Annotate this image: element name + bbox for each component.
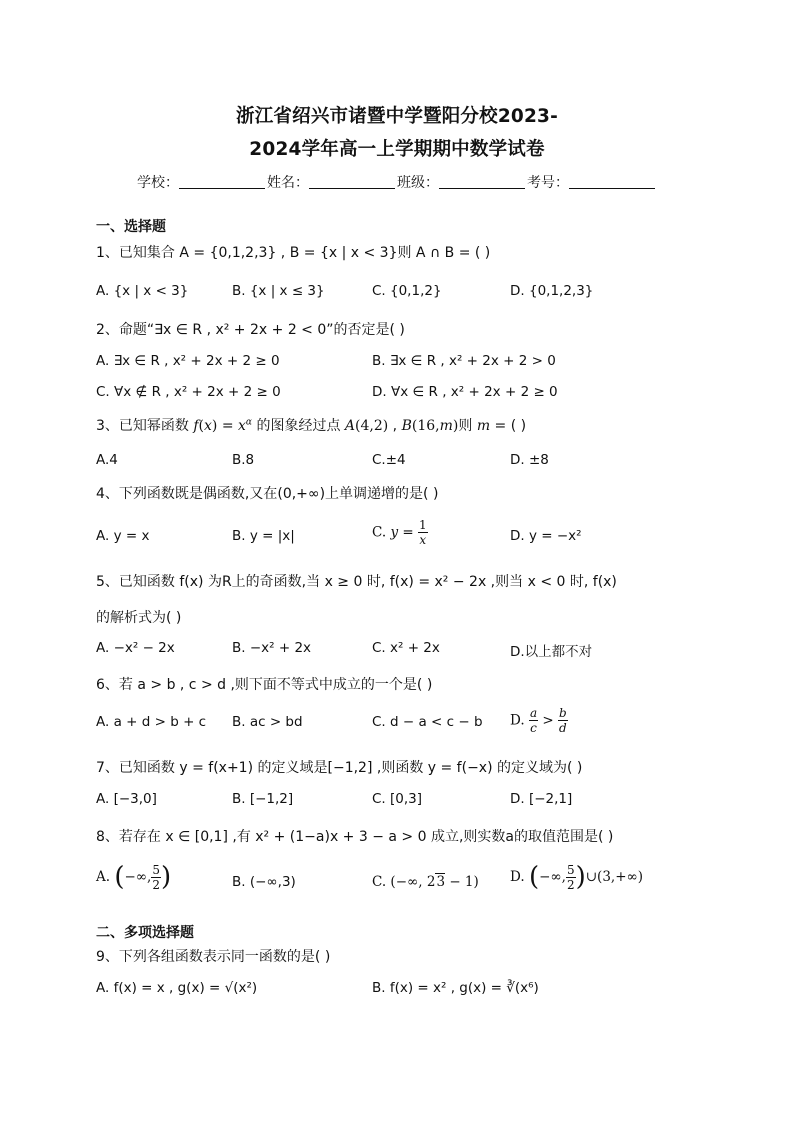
q5-option-d: D.以上都不对 [510, 644, 593, 660]
q6d-fraction-right: $\frac{b}{d}$ [559, 706, 567, 735]
q7-stem: 7、已知函数 y = f(x+1) 的定义域是[−1,2] ,则函数 y = f(−x) 的定义域为( ) [96, 760, 583, 776]
q2-option-b: B. ∃x ∈ R , x² + 2x + 2 > 0 [372, 353, 556, 369]
q3-stem: 3、已知幂函数 $f(x) = x^\alpha$ 的图象经过点 A(4,2) , B(16,m)则 m = ( ) [96, 417, 527, 434]
section-multi-choice-heading: 二、多项选择题 [96, 925, 194, 941]
q8-option-b: B. (−∞,3) [232, 874, 296, 890]
q4-stem: 4、下列函数既是偶函数,又在(0,+∞)上单调递增的是( ) [96, 486, 439, 502]
q4-option-b: B. y = |x| [232, 528, 295, 544]
class-blank[interactable] [439, 188, 525, 189]
q3-option-b: B.8 [232, 452, 255, 468]
q6d-fraction-left: $\frac{a}{c}$ [529, 706, 538, 735]
exam-title-line1: 浙江省绍兴市诸暨中学暨阳分校2023- [236, 106, 558, 127]
q2-stem: 2、命题“∃x ∈ R , x² + 2x + 2 < 0”的否定是( ) [96, 322, 405, 338]
q5-option-b: B. −x² + 2x [232, 640, 312, 656]
q6-option-a: A. a + d > b + c [96, 714, 207, 730]
q1-option-c: C. {0,1,2} [372, 283, 442, 299]
q1-stem: 1、已知集合 A = {0,1,2,3} , B = {x | x < 3}则 A ∩ B = ( ) [96, 245, 491, 261]
q2-option-d: D. ∀x ∈ R , x² + 2x + 2 ≥ 0 [372, 384, 558, 400]
q2-option-c: C. ∀x ∉ R , x² + 2x + 2 ≥ 0 [96, 384, 281, 400]
q5-option-a: A. −x² − 2x [96, 640, 175, 656]
exam-number-blank[interactable] [569, 188, 655, 189]
q8-option-a: A. (−∞, $\frac{5}{2}$ ) [96, 862, 172, 892]
class-field [397, 172, 527, 192]
exam-title-line2: 2024学年高一上学期期中数学试卷 [249, 139, 545, 160]
exam-number-label: 考号： [527, 175, 569, 191]
q6-option-b: B. ac > bd [232, 714, 303, 730]
q3-option-a: A.4 [96, 452, 118, 468]
q5-option-c: C. x² + 2x [372, 640, 440, 656]
student-info-row [0, 172, 794, 192]
q5-stem-line1: 5、已知函数 f(x) 为R上的奇函数,当 x ≥ 0 时, f(x) = x² − 2x ,则当 x < 0 时, f(x) [96, 574, 617, 590]
section-single-choice-heading: 一、选择题 [96, 219, 166, 235]
q1-option-b: B. {x | x ≤ 3} [232, 283, 325, 299]
q9-option-b: B. f(x) = x² , g(x) = ∛(x⁶) [372, 980, 539, 996]
q1-option-d: D. {0,1,2,3} [510, 283, 594, 299]
q6-option-c: C. d − a < c − b [372, 714, 483, 730]
q2-option-a: A. ∃x ∈ R , x² + 2x + 2 ≥ 0 [96, 353, 280, 369]
q4-option-d: D. y = −x² [510, 528, 582, 544]
q6-option-d: D. $\frac{a}{c}$ > $\frac{b}{d}$ [510, 706, 567, 735]
q8-option-d: D. (−∞, $\frac{5}{2}$ )∪(3,+∞) [510, 862, 644, 892]
q7-option-d: D. [−2,1] [510, 791, 573, 807]
school-label: 学校： [137, 175, 179, 191]
q7-option-a: A. [−3,0] [96, 791, 157, 807]
name-label: 姓名： [267, 175, 309, 191]
q4-option-a: A. y = x [96, 528, 150, 544]
q7-option-c: C. [0,3] [372, 791, 423, 807]
q9-option-a: A. f(x) = x , g(x) = √(x²) [96, 980, 258, 996]
q5-stem-line2: 的解析式为( ) [96, 610, 182, 626]
name-field [267, 172, 397, 192]
q8-stem: 8、若存在 x ∈ [0,1] ,有 x² + (1−a)x + 3 − a > 0 成立,则实数a的取值范围是( ) [96, 829, 614, 845]
q4-option-c: C. y = $\frac{1}{x}$ [372, 518, 427, 547]
q6-stem: 6、若 a > b , c > d ,则下面不等式中成立的一个是( ) [96, 677, 433, 693]
q9-stem: 9、下列各组函数表示同一函数的是( ) [96, 949, 331, 965]
q1-option-a: A. {x | x < 3} [96, 283, 189, 299]
q8d-fraction: $\frac{5}{2}$ [566, 862, 575, 892]
exam-number-field [527, 172, 657, 192]
school-blank[interactable] [179, 188, 265, 189]
q3-option-d: D. ±8 [510, 452, 549, 468]
name-blank[interactable] [309, 188, 395, 189]
class-label: 班级： [397, 175, 439, 191]
q8-option-c: C. (−∞, 23 − 1) [372, 874, 479, 890]
school-field [137, 172, 267, 192]
q7-option-b: B. [−1,2] [232, 791, 294, 807]
q3-option-c: C.±4 [372, 452, 406, 468]
q8a-fraction: $\frac{5}{2}$ [152, 862, 160, 892]
q4c-fraction: $\frac{1}{x}$ [418, 518, 427, 547]
